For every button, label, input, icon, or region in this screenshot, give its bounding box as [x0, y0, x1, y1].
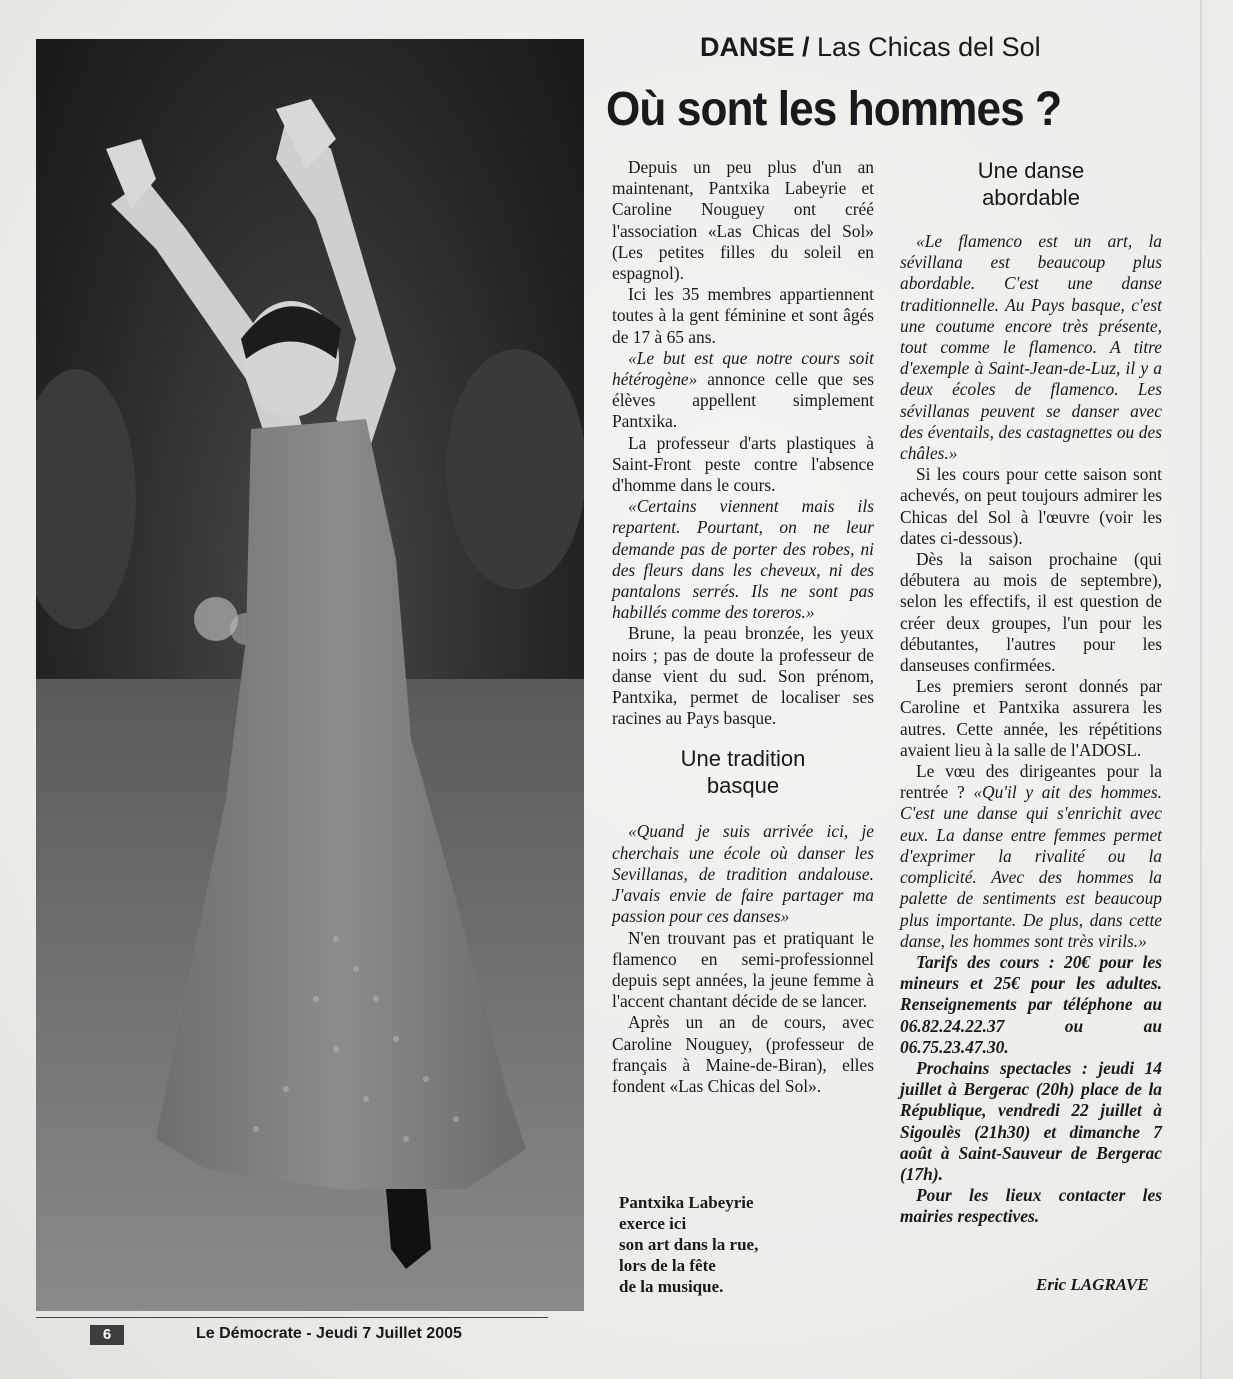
kicker-rubric: DANSE / [700, 32, 810, 62]
col2-quote-1: «Le flamenco est un art, la sévillana est beaucoup plus abordable. C'est une danse traditionnelle. Au Pays basque, c'est une coutume encore très présente, tout comme le flamenco. A titre d'exemple à Saint-Jean-de-Luz, il y a deux écoles de flamenco. Les sévillanas peuvent se danser avec des éventails, des castagnettes ou des châles.» [900, 231, 1162, 464]
col1-paragraph-8: N'en trouvant pas et pratiquant le flamenco en semi-professionnel depuis sept années, la jeune femme à l'accent chantant décide de se lancer. [612, 927, 874, 1012]
lieux-paragraph: Pour les lieux contacter les mairies respectives. [900, 1185, 1162, 1227]
author-byline: Eric LAGRAVE [1036, 1275, 1149, 1294]
col1-paragraph-3-rest: annonce celle que ses élèves appellent simplement Pantxika. [612, 369, 874, 432]
caption-line-2: exerce ici [619, 1214, 687, 1233]
subhead-tradition-line2: basque [706, 773, 780, 799]
col1-paragraph-6: Brune, la peau bronzée, les yeux noirs ; pas de doute la professeur de danse vient du sud. Son prénom, Pantxika, permet de localiser ses racines au Pays basque. [612, 623, 874, 729]
col1-paragraph-4: La professeur d'arts plastiques à Saint-Front peste contre l'absence d'homme dans le cours. [612, 432, 874, 496]
col1-paragraph-1: Depuis un peu plus d'un an maintenant, Pantxika Labeyrie et Caroline Nouguey ont créé l'association «Las Chicas del Sol» (Les petites filles du soleil en espagnol). [612, 157, 874, 284]
spectacles-paragraph: Prochains spectacles : jeudi 14 juillet à Bergerac (20h) place de la République, vendredi 22 juillet à Sigoulès (21h30) et dimanche 7 août à Saint-Sauveur de Bergerac (17h). [900, 1057, 1162, 1184]
col1-quote-1: «Le but est que notre cours soit hétérogène» [612, 347, 874, 390]
col1-paragraph-3 [612, 348, 874, 433]
subhead-tradition-line1: Une tradition [680, 746, 806, 772]
col2-paragraph-5 [900, 761, 1162, 952]
col1-quote-2: «Certains viennent mais ils repartent. Pourtant, on ne leur demande pas de porter des robes, ni des fleurs dans les cheveux, ni des pantalons serrés. Ils ne sont pas habillés comme des toreros.» [612, 496, 874, 623]
article-kicker [700, 32, 1041, 63]
footer-rule [36, 1317, 548, 1318]
col1-paragraph-2: Ici les 35 membres appartiennent toutes à la gent féminine et sont âgés de 17 à 65 ans. [612, 284, 874, 347]
col2-paragraph-2: Si les cours pour cette saison sont achevés, on peut toujours admirer les Chicas del Sol à l'œuvre (voir les dates ci-dessous). [900, 464, 1162, 548]
tarifs-paragraph: Tarifs des cours : 20€ pour les mineurs et 25€ pour les adultes. Renseignements par téléphone au 06.82.24.22.37 ou au 06.75.23.47.30. [900, 951, 1162, 1057]
article-column-2 [900, 157, 1162, 1228]
footer-publication-date: Le Démocrate - Jeudi 7 Juillet 2005 [196, 1325, 462, 1342]
photo-caption [619, 1192, 859, 1297]
page-number-badge: 6 [90, 1325, 124, 1345]
col1-paragraph-9: Après un an de cours, avec Caroline Nouguey, (professeur de français à Maine-de-Biran), elles fondent «Las Chicas del Sol». [612, 1012, 874, 1096]
page-fold [1200, 0, 1202, 1379]
col2-paragraph-4: Les premiers seront donnés par Caroline et Pantxika assurera les autres. Cette année, les répétitions avaient lieu à la salle de l'ADOSL. [900, 676, 1162, 760]
dancer-photo-illustration [36, 39, 584, 1311]
col2-quote-2: «Qu'il y ait des hommes. C'est une danse qui s'enrichit avec eux. La danse entre femmes permet d'exprimer la rivalité ou la complicité. Avec des hommes la palette de sentiments est beaucoup plus importante. De plus, dans cette danse, les hommes sont très virils.» [900, 782, 1162, 951]
col2-paragraph-5-lead: Le vœu des dirigeantes pour la rentrée ? [900, 761, 1162, 803]
dancer-photo [36, 39, 584, 1311]
article-column-1 [612, 157, 874, 1097]
caption-line-4: lors de la fête [619, 1256, 716, 1275]
caption-line-1: Pantxika Labeyrie [619, 1193, 754, 1212]
col2-paragraph-3: Dès la saison prochaine (qui débutera au mois de septembre), selon les effectifs, il est question de créer deux groupes, l'un pour les débutantes, l'autres pour les danseuses confirmées. [900, 549, 1162, 676]
caption-line-5: de la musique. [619, 1277, 724, 1296]
col1-quote-3: «Quand je suis arrivée ici, je cherchais une école où danser les Sevillanas, de tradition andalouse. J'avais envie de faire partager ma passion pour ces danses» [612, 821, 874, 927]
subhead-abordable-line2: abordable [982, 185, 1080, 210]
caption-line-3: son art dans la rue, [619, 1235, 759, 1254]
kicker-title: Las Chicas del Sol [809, 32, 1041, 62]
article-headline: Où sont les hommes ? [606, 83, 1062, 136]
subhead-abordable-line1: Une danse [977, 158, 1085, 183]
